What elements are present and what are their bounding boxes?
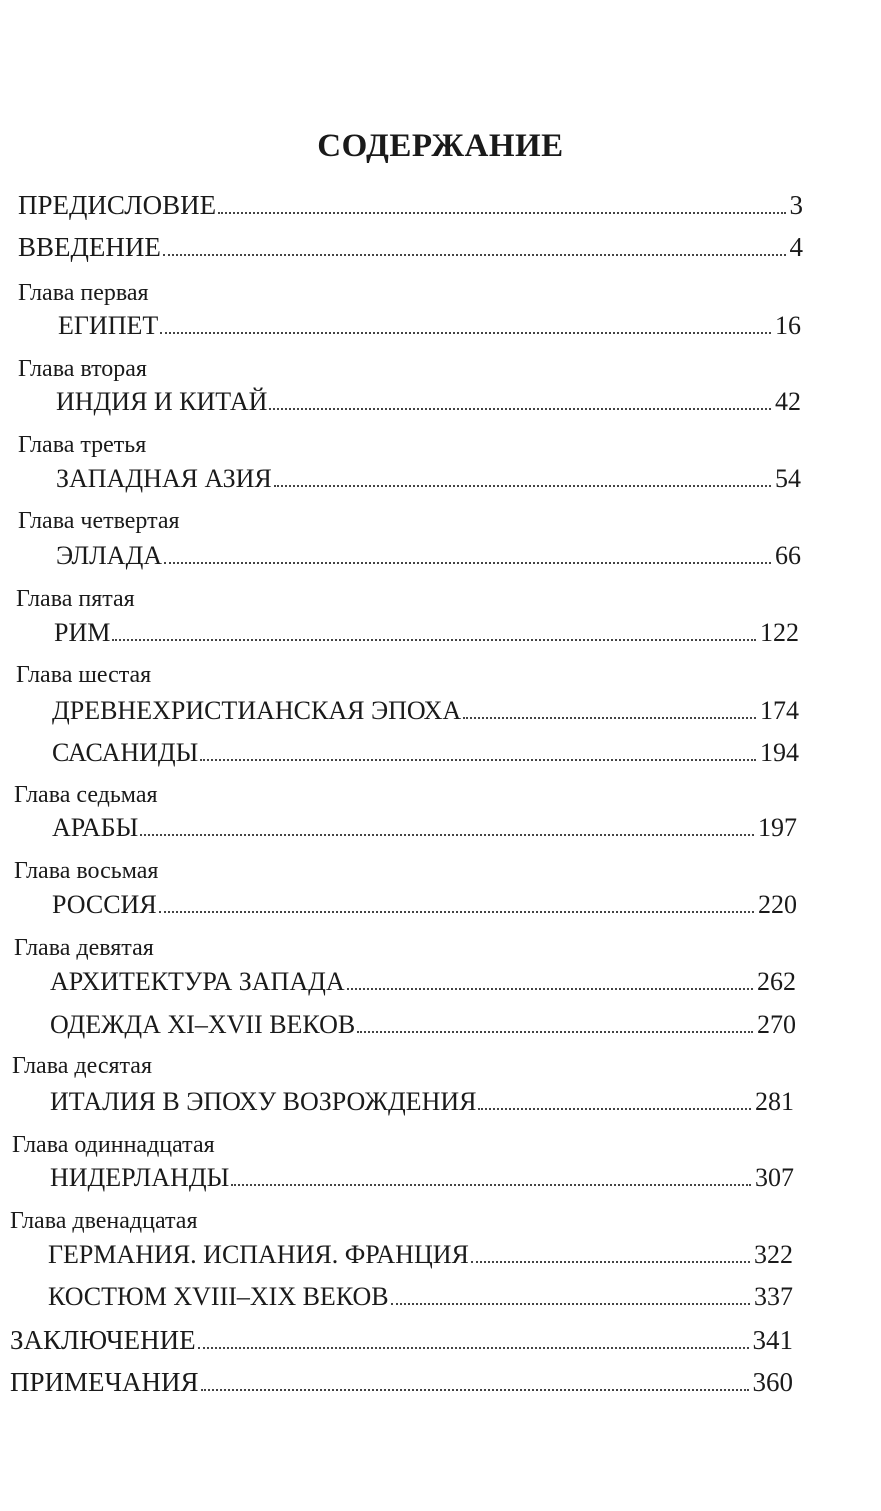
toc-entry-ch5[interactable] (54, 618, 799, 648)
toc-entry-introduction[interactable] (18, 232, 803, 263)
chapter-heading-7: Глава седьмая (14, 782, 158, 808)
toc-entry-label: ПРЕДИСЛОВИЕ (18, 190, 217, 220)
toc-entry-ch12[interactable] (48, 1240, 793, 1270)
toc-entry-ch2[interactable] (56, 387, 801, 417)
toc-entry-ch6[interactable] (52, 696, 799, 726)
dot-leader (201, 1389, 749, 1391)
toc-entry-label: КОСТЮМ XVIII–XIX ВЕКОВ (48, 1282, 389, 1311)
chapter-heading-3: Глава третья (18, 432, 147, 458)
toc-entry-ch12-sub[interactable] (48, 1282, 793, 1312)
dot-leader (357, 1031, 753, 1033)
toc-entry-notes[interactable] (10, 1367, 793, 1398)
toc-entry-ch7[interactable] (52, 813, 797, 843)
dot-leader (112, 639, 756, 641)
dot-leader (269, 408, 771, 410)
toc-entry-ch8[interactable] (52, 890, 797, 920)
chapter-heading-10: Глава десятая (12, 1053, 152, 1079)
dot-leader (391, 1303, 750, 1305)
chapter-heading-2: Глава вторая (18, 356, 147, 382)
toc-entry-ch3[interactable] (56, 464, 801, 494)
toc-page-number: 197 (758, 813, 797, 842)
toc-page-number: 66 (775, 541, 801, 570)
dot-leader (274, 485, 771, 487)
chapter-heading-6: Глава шестая (16, 662, 152, 688)
dot-leader (163, 254, 786, 256)
toc-entry-label: ГЕРМАНИЯ. ИСПАНИЯ. ФРАНЦИЯ (48, 1240, 469, 1269)
dot-leader (231, 1184, 751, 1186)
toc-page-number: 42 (775, 387, 801, 416)
toc-entry-label: ЗАПАДНАЯ АЗИЯ (56, 464, 272, 493)
chapter-heading-5: Глава пятая (16, 586, 135, 612)
toc-page-number: 360 (752, 1367, 793, 1397)
toc-page-number: 341 (752, 1325, 793, 1355)
toc-page-number: 337 (754, 1282, 793, 1311)
toc-page-number: 174 (760, 696, 799, 725)
toc-page-number: 122 (760, 618, 799, 647)
toc-entry-label: РИМ (54, 618, 111, 647)
toc-entry-ch11[interactable] (50, 1163, 794, 1193)
dot-leader (218, 212, 785, 214)
dot-leader (140, 834, 754, 836)
toc-entry-preface[interactable] (18, 190, 803, 221)
dot-leader (198, 1347, 749, 1349)
dot-leader (200, 759, 756, 761)
toc-page-number: 281 (755, 1087, 794, 1116)
toc-entry-ch6-sub[interactable] (52, 738, 799, 768)
toc-entry-ch9-sub[interactable] (50, 1010, 796, 1040)
toc-entry-ch9[interactable] (50, 967, 796, 997)
toc-entry-label: САСАНИДЫ (52, 738, 199, 767)
toc-entry-label: ОДЕЖДА XI–XVII ВЕКОВ (50, 1010, 356, 1039)
toc-entry-label: ДРЕВНЕХРИСТИАНСКАЯ ЭПОХА (52, 696, 462, 725)
toc-entry-label: АРХИТЕКТУРА ЗАПАДА (50, 967, 345, 996)
toc-page-number: 194 (760, 738, 799, 767)
chapter-heading-4: Глава четвертая (18, 508, 180, 534)
toc-entry-label: ИНДИЯ И КИТАЙ (56, 387, 268, 416)
dot-leader (471, 1261, 750, 1263)
toc-entry-label: АРАБЫ (52, 813, 139, 842)
page-title: СОДЕРЖАНИЕ (317, 128, 564, 164)
toc-entry-label: ВВЕДЕНИЕ (18, 232, 161, 262)
toc-entry-label: РОССИЯ (52, 890, 157, 919)
toc-page-number: 3 (789, 190, 803, 220)
toc-entry-label: ИТАЛИЯ В ЭПОХУ ВОЗРОЖДЕНИЯ (50, 1087, 477, 1116)
chapter-heading-8: Глава восьмая (14, 858, 159, 884)
dot-leader (478, 1108, 751, 1110)
dot-leader (347, 988, 753, 990)
chapter-heading-12: Глава двенадцатая (10, 1208, 198, 1234)
toc-page-number: 322 (754, 1240, 793, 1269)
toc-page-number: 270 (757, 1010, 796, 1039)
toc-entry-ch10[interactable] (50, 1087, 794, 1117)
chapter-heading-11: Глава одиннадцатая (12, 1132, 215, 1158)
toc-entry-label: ЗАКЛЮЧЕНИЕ (10, 1325, 196, 1355)
toc-entry-label: НИДЕРЛАНДЫ (50, 1163, 230, 1192)
toc-entry-label: ЕГИПЕТ (58, 311, 159, 340)
chapter-heading-1: Глава первая (18, 280, 149, 306)
toc-entry-conclusion[interactable] (10, 1325, 793, 1356)
toc-page-number: 54 (775, 464, 801, 493)
toc-page-number: 16 (775, 311, 801, 340)
toc-page-number: 262 (757, 967, 796, 996)
dot-leader (159, 911, 754, 913)
toc-entry-ch4[interactable] (56, 541, 801, 571)
dot-leader (164, 562, 771, 564)
dot-leader (463, 717, 756, 719)
dot-leader (160, 332, 771, 334)
toc-page-number: 307 (755, 1163, 794, 1192)
toc-entry-label: ЭЛЛАДА (56, 541, 163, 570)
toc-page-number: 4 (789, 232, 803, 262)
chapter-heading-9: Глава девятая (14, 935, 154, 961)
toc-entry-label: ПРИМЕЧАНИЯ (10, 1367, 199, 1397)
toc-entry-ch1[interactable] (58, 311, 801, 341)
toc-page-number: 220 (758, 890, 797, 919)
